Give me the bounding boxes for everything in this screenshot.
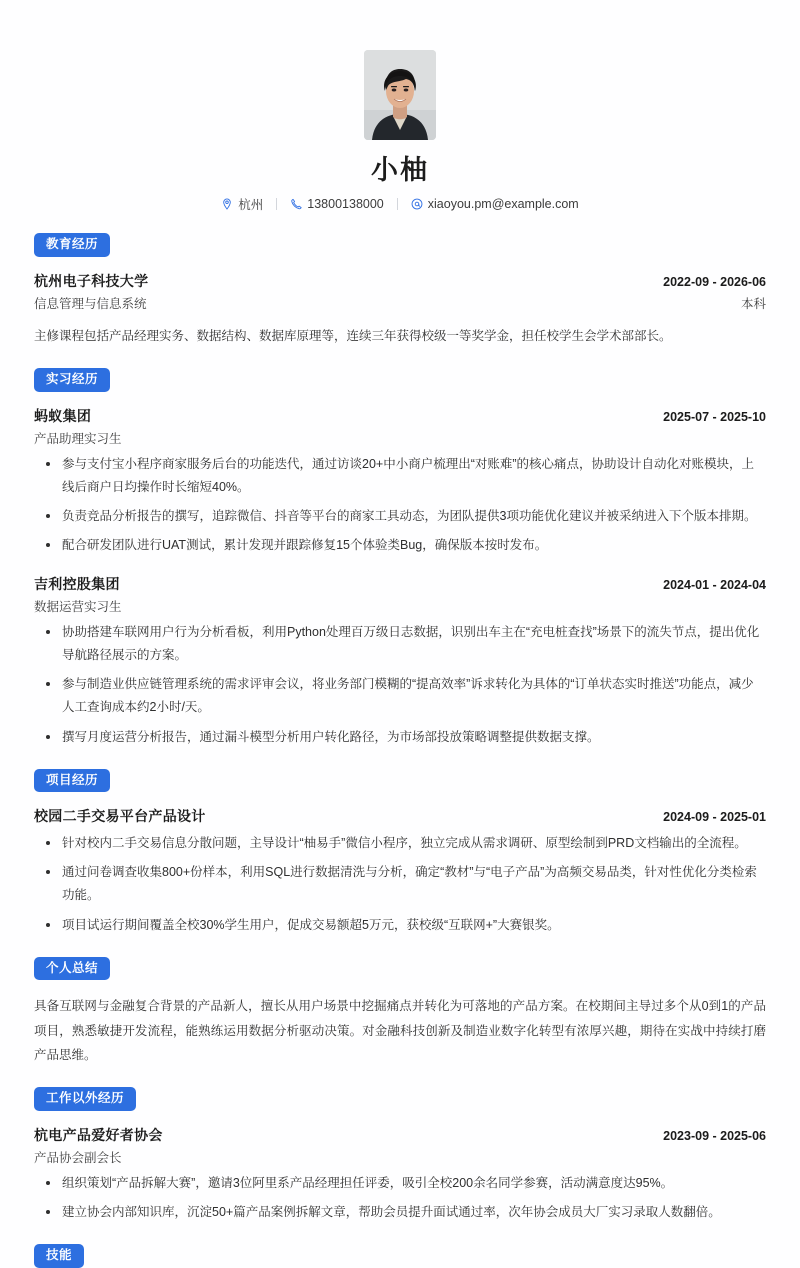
section-projects xyxy=(34,769,766,937)
section-badge-education: 教育经历 xyxy=(34,233,110,257)
contact-email xyxy=(398,197,592,211)
education-date: 2022-09 - 2026-06 xyxy=(663,274,766,289)
summary-text: 具备互联网与金融复合背景的产品新人，擅长从用户场景中挖掘痛点并转化为可落地的产品方案。在校期间主导过多个从0到1的产品项目，熟悉敏捷开发流程，能熟练运用数据分析驱动决策。对金融科技创新及制造业数字化转型有浓厚兴趣，期待在实战中持续打磨产品思维。 xyxy=(34,999,766,1062)
internship-date: 2024-01 - 2024-04 xyxy=(663,578,766,593)
section-internship xyxy=(34,368,766,749)
internship-role: 数据运营实习生 xyxy=(34,600,122,615)
contact-phone xyxy=(277,197,396,211)
section-badge-internship: 实习经历 xyxy=(34,368,110,392)
section-summary xyxy=(34,957,766,1068)
email-icon xyxy=(411,198,423,210)
contact-email-text: xiaoyou.pm@example.com xyxy=(427,197,579,212)
list-item: 协助搭建车联网用户行为分析看板，利用Python处理百万级日志数据，识别出车主在“充电桩查找”场景下的流失节点，提出优化导航路径展示的方案。 xyxy=(34,621,766,667)
section-badge-summary: 个人总结 xyxy=(34,957,110,981)
phone-icon xyxy=(290,198,302,210)
project-name: 校园二手交易平台产品设计 xyxy=(34,808,206,825)
education-major: 信息管理与信息系统 xyxy=(34,296,147,311)
entry-subheader xyxy=(34,294,766,312)
extracurricular-date: 2023-09 - 2025-06 xyxy=(663,1128,766,1143)
education-entry xyxy=(34,271,766,348)
extracurricular-role: 产品协会副会长 xyxy=(34,1150,122,1165)
contact-location xyxy=(208,195,276,213)
list-item: 组织策划“产品拆解大赛”，邀请3位阿里系产品经理担任评委，吸引全校200余名同学参赛，活动满意度达95%。 xyxy=(34,1172,766,1195)
resume-header xyxy=(34,28,766,213)
entry-header xyxy=(34,574,766,594)
section-badge-extracurricular: 工作以外经历 xyxy=(34,1087,136,1111)
entry-header xyxy=(34,271,766,291)
entry-header xyxy=(34,806,766,826)
internship-entry xyxy=(34,574,766,749)
section-skills xyxy=(34,1244,766,1268)
internship-company: 蚂蚁集团 xyxy=(34,407,92,424)
internship-role: 产品助理实习生 xyxy=(34,431,122,446)
entry-header xyxy=(34,406,766,426)
list-item: 通过问卷调查收集800+份样本，利用SQL进行数据清洗与分析，确定“教材”与“电子产品”为高频交易品类，针对性优化分类检索功能。 xyxy=(34,861,766,907)
extracurricular-entry xyxy=(34,1125,766,1224)
contact-row xyxy=(34,195,766,213)
project-date: 2024-09 - 2025-01 xyxy=(663,810,766,825)
internship-bullets xyxy=(34,453,766,558)
extracurricular-org: 杭电产品爱好者协会 xyxy=(34,1126,163,1143)
education-description: 主修课程包括产品经理实务、数据结构、数据库原理等，连续三年获得校级一等奖学金，担任校学生会学术部部长。 xyxy=(34,328,672,343)
list-item: 参与制造业供应链管理系统的需求评审会议，将业务部门模糊的“提高效率”诉求转化为具体的“订单状态实时推送”功能点，减少人工查询成本约2小时/天。 xyxy=(34,673,766,719)
contact-phone-text: 13800138000 xyxy=(307,197,384,212)
list-item: 参与支付宝小程序商家服务后台的功能迭代，通过访谈20+中小商户梳理出“对账难”的核心痛点，协助设计自动化对账模块，上线后商户日均操作时长缩短40%。 xyxy=(34,453,766,499)
project-bullets xyxy=(34,832,766,937)
section-education xyxy=(34,233,766,348)
project-entry xyxy=(34,806,766,937)
entry-subheader xyxy=(34,429,766,447)
list-item: 配合研发团队进行UAT测试，累计发现并跟踪修复15个体验类Bug，确保版本按时发布。 xyxy=(34,534,766,557)
internship-date: 2025-07 - 2025-10 xyxy=(663,409,766,424)
internship-bullets xyxy=(34,621,766,749)
list-item: 针对校内二手交易信息分散问题，主导设计“柚易手”微信小程序，独立完成从需求调研、原型绘制到PRD文档输出的全流程。 xyxy=(34,832,766,855)
education-school: 杭州电子科技大学 xyxy=(34,272,149,289)
avatar xyxy=(364,50,436,140)
entry-subheader xyxy=(34,1148,766,1166)
section-badge-projects: 项目经历 xyxy=(34,769,110,793)
internship-entry xyxy=(34,406,766,558)
internship-company: 吉利控股集团 xyxy=(34,576,120,593)
education-degree: 本科 xyxy=(740,296,766,311)
section-extracurricular xyxy=(34,1087,766,1224)
list-item: 负责竞品分析报告的撰写，追踪微信、抖音等平台的商家工具动态，为团队提供3项功能优化建议并被采纳进入下个版本排期。 xyxy=(34,505,766,528)
entry-header xyxy=(34,1125,766,1145)
section-badge-skills: 技能 xyxy=(34,1244,84,1268)
entry-subheader xyxy=(34,597,766,615)
list-item: 建立协会内部知识库，沉淀50+篇产品案例拆解文章，帮助会员提升面试通过率，次年协会成员大厂实习录取人数翻倍。 xyxy=(34,1201,766,1224)
page-title: 小柚 xyxy=(371,155,429,185)
contact-location-text: 杭州 xyxy=(238,198,264,213)
location-pin-icon xyxy=(221,198,233,210)
extracurricular-bullets xyxy=(34,1172,766,1224)
list-item: 撰写月度运营分析报告，通过漏斗模型分析用户转化路径，为市场部投放策略调整提供数据支撑。 xyxy=(34,726,766,749)
list-item: 项目试运行期间覆盖全校30%学生用户，促成交易额超5万元，获校级“互联网+”大赛银奖。 xyxy=(34,914,766,937)
